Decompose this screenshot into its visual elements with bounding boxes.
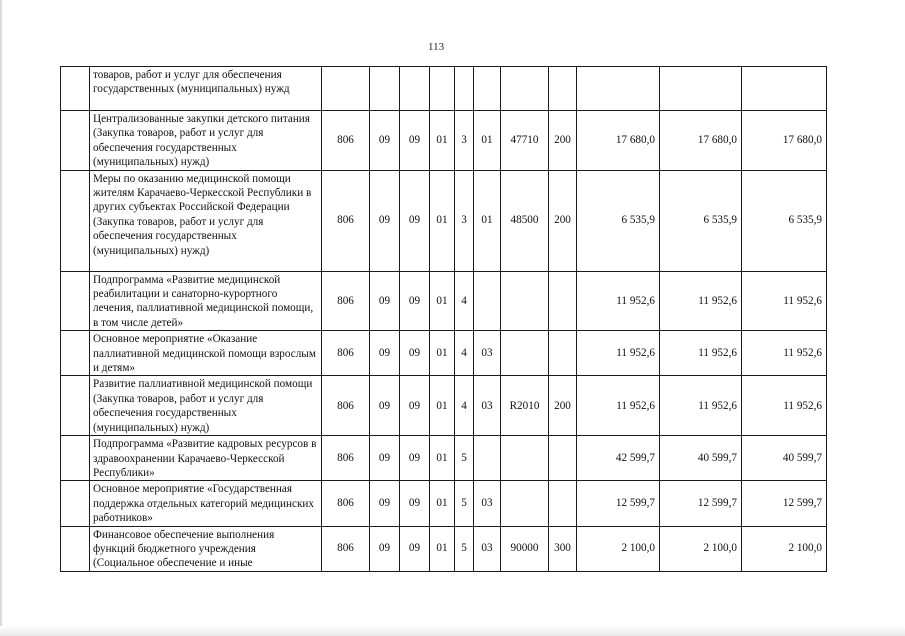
name-cell: Развитие паллиативной медицинской помощи (Закупка товаров, работ и услуг для обеспечения государственных (муниципальных) нужд) — [90, 376, 322, 436]
name-cell: товаров, работ и услуг для обеспечения государственных (муниципальных) нужд — [90, 67, 322, 111]
row-number-cell — [61, 271, 90, 331]
row-number-cell — [61, 526, 90, 571]
amount-year-3-cell: 17 680,0 — [742, 111, 827, 171]
direction-code-cell — [501, 436, 549, 481]
direction-code-cell: 48500 — [501, 170, 549, 271]
table-row — [61, 170, 827, 271]
activity-code-cell: 03 — [474, 481, 501, 526]
subsection-code-cell: 09 — [400, 111, 430, 171]
activity-code-cell: 03 — [474, 376, 501, 436]
expense-type-cell — [549, 436, 577, 481]
program-code-cell: 01 — [430, 376, 455, 436]
admin-code-cell: 806 — [322, 331, 370, 376]
program-code-cell: 01 — [430, 481, 455, 526]
subsection-code-cell: 09 — [400, 331, 430, 376]
name-cell: Централизованные закупки детского питания (Закупка товаров, работ и услуг для обеспечения государственных (муниципальных) нужд) — [90, 111, 322, 171]
expense-type-cell: 200 — [549, 111, 577, 171]
table-row — [61, 271, 827, 331]
table-row — [61, 376, 827, 436]
row-number-cell — [61, 331, 90, 376]
direction-code-cell: 47710 — [501, 111, 549, 171]
subsection-code-cell: 09 — [400, 481, 430, 526]
program-code-cell: 01 — [430, 331, 455, 376]
activity-code-cell: 03 — [474, 331, 501, 376]
name-cell: Основное мероприятие «Государственная поддержка отдельных категорий медицинских работников» — [90, 481, 322, 526]
subsection-code-cell: 09 — [400, 271, 430, 331]
amount-year-2-cell: 6 535,9 — [660, 170, 742, 271]
subprogram-code-cell — [455, 67, 474, 111]
direction-code-cell — [501, 67, 549, 111]
row-number-cell — [61, 436, 90, 481]
row-number-cell — [61, 481, 90, 526]
admin-code-cell: 806 — [322, 170, 370, 271]
expense-type-cell — [549, 481, 577, 526]
row-number-cell — [61, 67, 90, 111]
admin-code-cell: 806 — [322, 481, 370, 526]
budget-table — [60, 66, 827, 572]
subprogram-code-cell: 5 — [455, 481, 474, 526]
activity-code-cell — [474, 271, 501, 331]
subprogram-code-cell: 3 — [455, 170, 474, 271]
program-code-cell: 01 — [430, 170, 455, 271]
row-number-cell — [61, 111, 90, 171]
section-code-cell — [370, 67, 400, 111]
name-cell: Подпрограмма «Развитие кадровых ресурсов в здравоохранении Карачаево-Черкесской Республики» — [90, 436, 322, 481]
expense-type-cell — [549, 271, 577, 331]
direction-code-cell: R2010 — [501, 376, 549, 436]
table-row — [61, 67, 827, 111]
direction-code-cell — [501, 271, 549, 331]
admin-code-cell: 806 — [322, 271, 370, 331]
activity-code-cell — [474, 436, 501, 481]
section-code-cell: 09 — [370, 526, 400, 571]
amount-year-1-cell: 6 535,9 — [577, 170, 660, 271]
row-number-cell — [61, 376, 90, 436]
section-code-cell: 09 — [370, 271, 400, 331]
subsection-code-cell: 09 — [400, 526, 430, 571]
section-code-cell: 09 — [370, 376, 400, 436]
activity-code-cell: 01 — [474, 170, 501, 271]
scan-edge-bottom — [0, 626, 905, 636]
amount-year-2-cell: 40 599,7 — [660, 436, 742, 481]
direction-code-cell — [501, 331, 549, 376]
direction-code-cell: 90000 — [501, 526, 549, 571]
row-number-cell — [61, 170, 90, 271]
amount-year-1-cell: 12 599,7 — [577, 481, 660, 526]
amount-year-1-cell: 2 100,0 — [577, 526, 660, 571]
amount-year-2-cell: 2 100,0 — [660, 526, 742, 571]
section-code-cell: 09 — [370, 481, 400, 526]
amount-year-3-cell — [742, 67, 827, 111]
amount-year-1-cell — [577, 67, 660, 111]
table-row — [61, 526, 827, 571]
amount-year-1-cell: 11 952,6 — [577, 331, 660, 376]
admin-code-cell: 806 — [322, 376, 370, 436]
amount-year-2-cell — [660, 67, 742, 111]
expense-type-cell: 300 — [549, 526, 577, 571]
amount-year-3-cell: 2 100,0 — [742, 526, 827, 571]
section-code-cell: 09 — [370, 331, 400, 376]
name-cell: Основное мероприятие «Оказание паллиативной медицинской помощи взрослым и детям» — [90, 331, 322, 376]
amount-year-3-cell: 40 599,7 — [742, 436, 827, 481]
amount-year-1-cell: 17 680,0 — [577, 111, 660, 171]
program-code-cell: 01 — [430, 526, 455, 571]
table-row — [61, 436, 827, 481]
subsection-code-cell: 09 — [400, 436, 430, 481]
amount-year-2-cell: 12 599,7 — [660, 481, 742, 526]
subsection-code-cell — [400, 67, 430, 111]
subprogram-code-cell: 5 — [455, 526, 474, 571]
program-code-cell: 01 — [430, 436, 455, 481]
admin-code-cell — [322, 67, 370, 111]
section-code-cell: 09 — [370, 111, 400, 171]
name-cell: Финансовое обеспечение выполнения функций бюджетного учреждения (Социальное обеспечение и иные — [90, 526, 322, 571]
expense-type-cell — [549, 331, 577, 376]
subprogram-code-cell: 4 — [455, 331, 474, 376]
program-code-cell: 01 — [430, 111, 455, 171]
activity-code-cell — [474, 67, 501, 111]
name-cell: Меры по оказанию медицинской помощи жителям Карачаево-Черкесской Республики в других субъектах Российской Федерации (Закупка товаров, работ и услуг для обеспечения государственных (муниципальных) нужд) — [90, 170, 322, 271]
subprogram-code-cell: 3 — [455, 111, 474, 171]
section-code-cell: 09 — [370, 170, 400, 271]
expense-type-cell — [549, 67, 577, 111]
amount-year-1-cell: 11 952,6 — [577, 376, 660, 436]
amount-year-2-cell: 17 680,0 — [660, 111, 742, 171]
section-code-cell: 09 — [370, 436, 400, 481]
program-code-cell — [430, 67, 455, 111]
subprogram-code-cell: 5 — [455, 436, 474, 481]
expense-type-cell: 200 — [549, 170, 577, 271]
amount-year-1-cell: 42 599,7 — [577, 436, 660, 481]
amount-year-3-cell: 11 952,6 — [742, 331, 827, 376]
admin-code-cell: 806 — [322, 111, 370, 171]
amount-year-3-cell: 6 535,9 — [742, 170, 827, 271]
amount-year-2-cell: 11 952,6 — [660, 271, 742, 331]
subsection-code-cell: 09 — [400, 170, 430, 271]
name-cell: Подпрограмма «Развитие медицинской реабилитации и санаторно-курортного лечения, паллиативной медицинской помощи, в том числе детей» — [90, 271, 322, 331]
admin-code-cell: 806 — [322, 526, 370, 571]
subsection-code-cell: 09 — [400, 376, 430, 436]
direction-code-cell — [501, 481, 549, 526]
amount-year-2-cell: 11 952,6 — [660, 331, 742, 376]
expense-type-cell: 200 — [549, 376, 577, 436]
amount-year-3-cell: 12 599,7 — [742, 481, 827, 526]
amount-year-3-cell: 11 952,6 — [742, 376, 827, 436]
table-row — [61, 481, 827, 526]
amount-year-3-cell: 11 952,6 — [742, 271, 827, 331]
amount-year-2-cell: 11 952,6 — [660, 376, 742, 436]
table-row — [61, 111, 827, 171]
activity-code-cell: 03 — [474, 526, 501, 571]
program-code-cell: 01 — [430, 271, 455, 331]
amount-year-1-cell: 11 952,6 — [577, 271, 660, 331]
admin-code-cell: 806 — [322, 436, 370, 481]
page-number: 113 — [428, 41, 445, 53]
subprogram-code-cell: 4 — [455, 271, 474, 331]
scan-edge-left — [0, 0, 3, 636]
activity-code-cell: 01 — [474, 111, 501, 171]
table-row — [61, 331, 827, 376]
subprogram-code-cell: 4 — [455, 376, 474, 436]
